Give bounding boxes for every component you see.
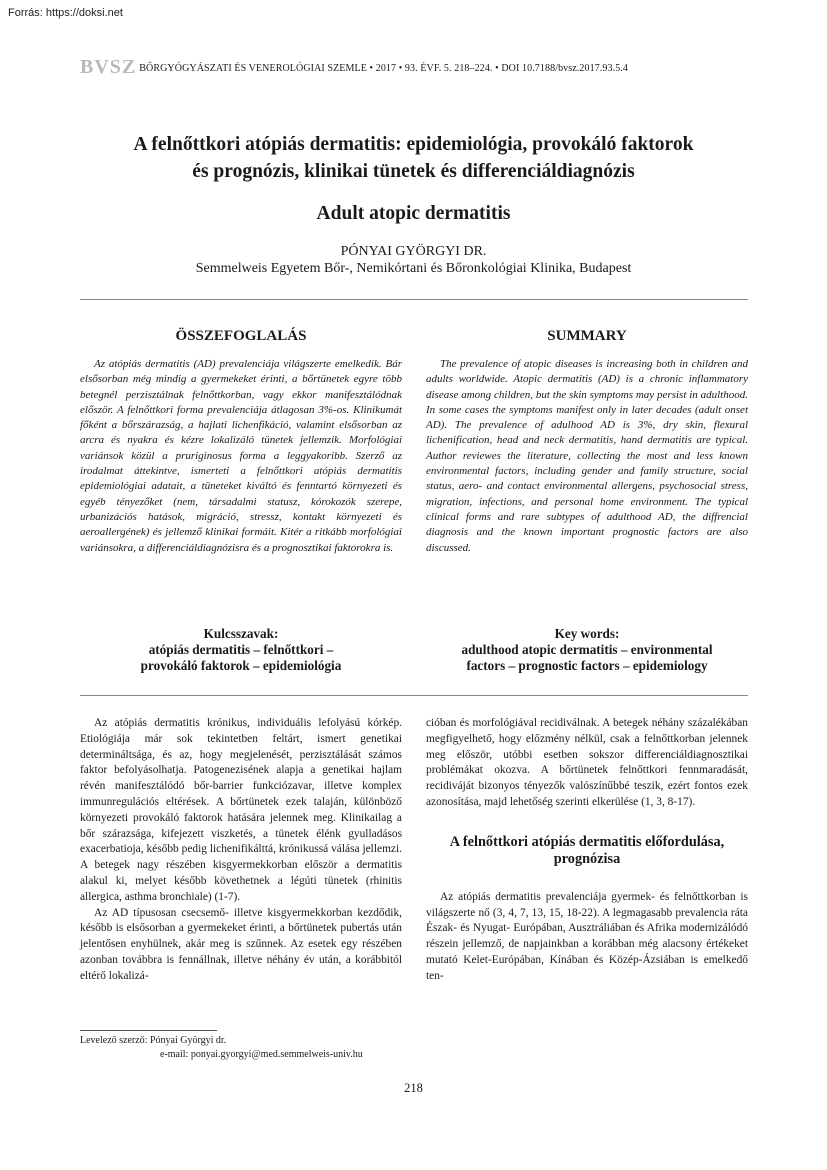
body-paragraph: cióban és morfológiával recidiválnak. A betegek néhány százalékában megfigyelhető, hogy előzmény nélkül, csak a felnőttkorban jelennek meg először, utóbbi esetben sokszor differenciáldiagnosztikai problémákat okozva. A bőrtünetek felnőttkori fennmaradását, recidiváját bizonyos tényezők valószínűbbé teszik, ezért fontos ezek azonosítása, majd lehetőség szerinti elkerülése (1, 3, 8-17). [426,717,748,808]
body-paragraph: Az AD típusosan csecsemő- illetve kisgyermekkorban kezdődik, később is elsősorban a gyermekeket érinti, a bőrtünetek pubertás után jelentősen enyhülnek, akár meg is szűnnek. Az esetek egy részében azonban továbbra is fennállnak, illetve néhány év után, a korábbitól eltérő lokalizá- [80,906,402,982]
page-number: 218 [404,1081,423,1095]
keywords-hu-line-2: provokáló faktorok – epidemiológia [140,658,342,673]
article-title-line-2: és prognózis, klinikai tünetek és differenciáldiagnózis [192,161,635,182]
footnote-divider [80,1030,217,1031]
journal-header [80,56,760,79]
article-title-line-1: A felnőttkori atópiás dermatitis: epidemiológia, provokáló faktorok [133,134,694,155]
body-paragraph: Az atópiás dermatitis krónikus, individuális lefolyású kórkép. Etiológiája már sok tekintetben feltárt, ismert genetikai determináltsága, és az, hogy megjelenését, perzisztálását számos faktor befolyásolhatja. Patogenezisének alapja a genetikai hajlam révén manifesztálódó bőr-barrier funkciózavar, illetve komplex immunregulációs eltérések. A bőrtünetek ezek talaján, különböző környezeti provokáló faktorok hatására jelennek meg. Klinikailag a bőr szárazsága, kifejezett viszketés, a tünetek élénk gyulladásos exacerbatioja, később pedig lichenifikálttá, krónikussá válása jellemzi. A betegek nagy részében kisgyermekkorban először a dermatitis alakul ki, melyet később követhetnek a légúti tünetek (rhinitis allergica, asthma bronchiale) (1-7). [80,717,402,903]
keywords-en-line-1: adulthood atopic dermatitis – environmental [461,642,713,657]
abstract-en-text: The prevalence of atopic diseases is increasing both in children and adults worldwide. Atopic dermatitis (AD) is a chronic inflammatory disease among children, but the skin symptoms may persist in adulthood. In some cases the symptoms manifest only in later decades (adult onset AD). The prevalence of adulhood AD is 3%, dry skin, flexural lichenification, head and neck dermatitis, hand dermatitis are typical. Author reviewes the literature, collecting the most and less known environmental factors, including gender and family structure, social status, aero- and contact environmental allergens, psychosocial stress, migration, infections, and personal home environment. The typical clinical forms and rare subtypes of adulthood AD, the diffrencial diagnosis and the known important prognostic factors are also discussed. [426,358,748,554]
keywords-en-line-2: factors – prognostic factors – epidemiology [466,658,708,673]
keywords-hu [80,626,402,674]
english-title: Adult atopic dermatitis [316,203,511,224]
footnote-email: e-mail: ponyai.gyorgyi@med.semmelweis-univ.hu [160,1049,363,1060]
body-right-column [426,716,748,985]
abstract-hu-text: Az atópiás dermatitis (AD) prevalenciája világszerte emelkedik. Bár elsősorban még mindig a gyermekeket érinti, a bőrtünetek egyre több betegnél perzisztálnak felnőttkorban, vagy ekkor manifesztálódnak először. A felnőttkori forma prevalenciája átlagosan 3%-os. Klinikumát főként a bőrszárazság, a hajlati lichenfikáció, valamint elsősorban az arcra és nyakra és kézre lokalizáló tünetek jellemzik. Morfológiai variánsok közül a pruriginosus forma a leggyakoribb. Szerző az irodalmat áttekintve, ismerteti a felnőttkori atópiás dermatitis epidemiológiai adatait, a tüneteket kiváltó és fenntartó környezeti és egyéb tényezőket (nem, társadalmi statusz, kórokozók szerepe, urbanizációs hatások, migráció, stressz, kontakt környezeti és aeroallergének) és jellemző klinikai formáit. Kitér a ritkább morfológiai variánsokra, a differenciáldiagnózisra és a prognosztikai faktorokra is. [80,358,402,554]
body-paragraph: Az atópiás dermatitis prevalenciája gyermek- és felnőttkorban is világszerte nő (3, 4, 7, 13, 15, 18-22). A legmagasabb prevalencia ráta Észak- és Nyugat- Európában, Ausztráliában és Afrika modernizálódó részein jellemző, de napjainkban a korábban még alacsony értékeket mutató Kelet-Európában, Kínában és Közép-Ázsiában is emelkedő ten- [426,890,748,982]
section-heading: A felnőttkori atópiás dermatitis előfordulása, prognózisa [449,833,725,867]
keywords-hu-line-1: atópiás dermatitis – felnőttkori – [148,642,334,657]
author-affiliation: Semmelweis Egyetem Bőr-, Nemikórtani és Bőronkológiai Klinika, Budapest [195,261,632,276]
journal-citation: BŐRGYÓGYÁSZATI ÉS VENEROLÓGIAI SZEMLE • 2017 • 93. ÉVF. 5. 218–224. • DOI 10.7188/bvsz.2017.93.5.4 [139,63,628,74]
abstract-hu-heading: ÖSSZEFOGLALÁS [175,328,307,344]
keywords-en [426,626,748,674]
body-left-column [80,716,402,985]
top-divider [80,299,748,300]
source-label: Forrás: https://doksi.net [8,7,123,19]
corresponding-author-footnote [80,1034,420,1062]
journal-logo: BVSZ [80,56,137,78]
keywords-en-label: Key words: [554,626,620,641]
footnote-author: Levelező szerző: Pónyai Györgyi dr. [80,1035,227,1046]
article-title [60,131,767,185]
body-divider [80,695,748,696]
author-name: PÓNYAI GYÖRGYI DR. [340,244,487,259]
keywords-hu-label: Kulcsszavak: [203,626,279,641]
abstract-en-heading: SUMMARY [547,328,627,344]
